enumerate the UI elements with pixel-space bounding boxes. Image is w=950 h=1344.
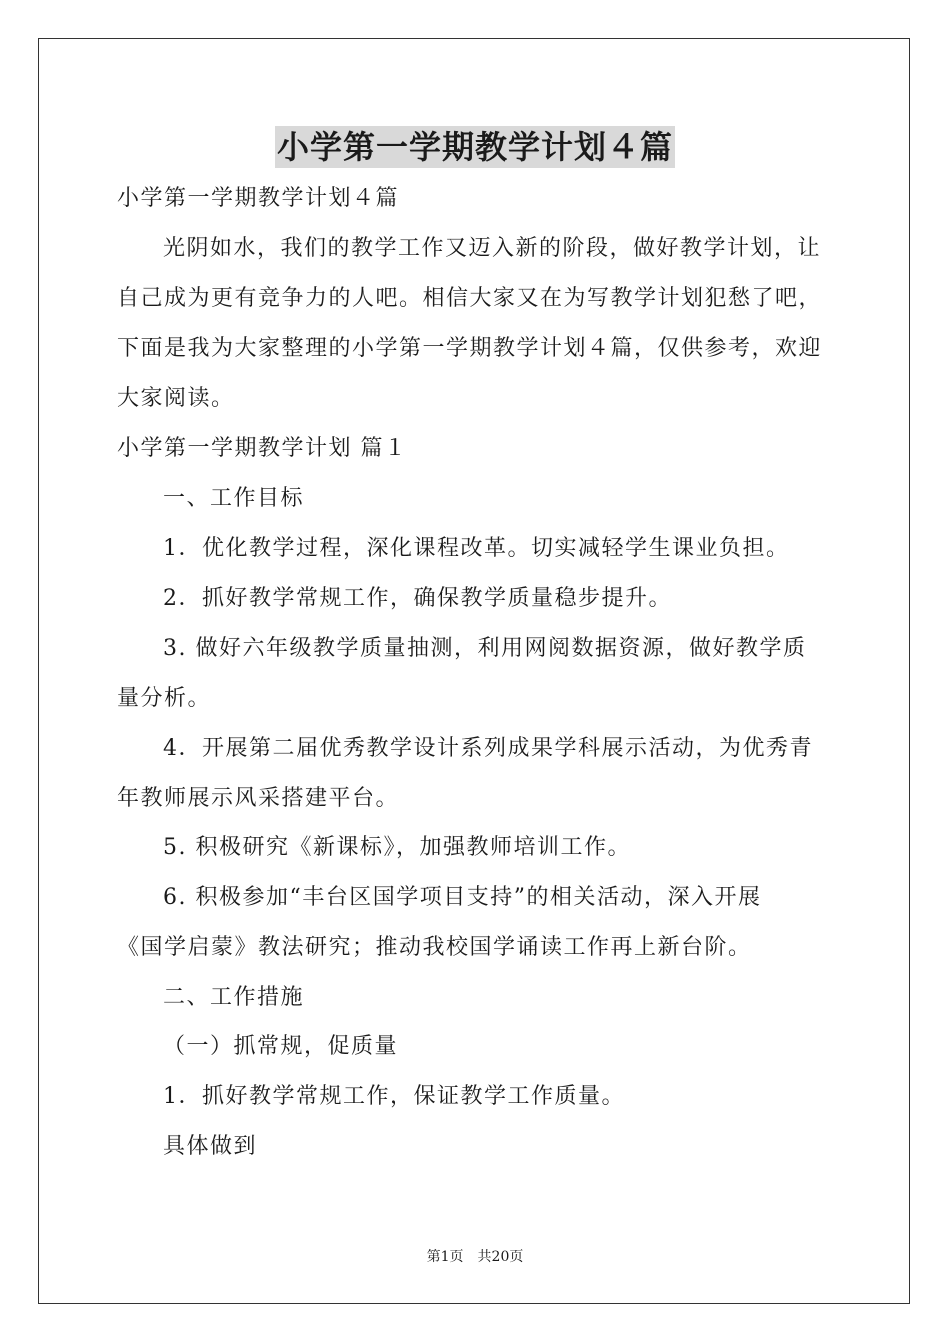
intro-line-3: 下面是我为大家整理的小学第一学期教学计划４篇，仅供参考，欢迎	[117, 336, 823, 361]
intro-line-2: 自己成为更有竞争力的人吧。相信大家又在为写教学计划犯愁了吧，	[117, 286, 823, 311]
intro-line-4: 大家阅读。	[117, 386, 235, 411]
goal-heading: 一、工作目标	[163, 486, 305, 511]
goal-item-2: 2．抓好教学常规工作，确保教学质量稳步提升。	[163, 586, 672, 611]
goal-item-4-line-2: 年教师展示风采搭建平台。	[117, 786, 400, 811]
goal-item-6-line-2: 《国学启蒙》教法研究；推动我校国学诵读工作再上新台阶。	[117, 935, 752, 960]
goal-item-6-line-1: 6. 积极参加“丰台区国学项目支持”的相关活动，深入开展	[163, 885, 762, 910]
section-heading: 小学第一学期教学计划 篇１	[117, 436, 408, 461]
goal-item-3-line-2: 量分析。	[117, 686, 212, 711]
measure-item-1: 1．抓好教学常规工作，保证教学工作质量。	[163, 1084, 625, 1109]
measure-detail: 具体做到	[163, 1134, 258, 1159]
goal-item-1: 1．优化教学过程，深化课程改革。切实减轻学生课业负担。	[163, 536, 790, 561]
measure-subheading-1: （一）抓常规，促质量	[163, 1034, 399, 1059]
title-container	[0, 126, 950, 168]
goal-item-4-line-1: 4．开展第二届优秀教学设计系列成果学科展示活动，为优秀青	[163, 736, 813, 761]
measures-heading: 二、工作措施	[163, 985, 305, 1010]
document-subtitle: 小学第一学期教学计划４篇	[117, 186, 400, 211]
goal-item-3-line-1: 3. 做好六年级教学质量抽测，利用网阅数据资源，做好教学质	[163, 636, 807, 661]
page-footer: 第1页 共20页	[426, 1249, 524, 1265]
goal-item-5: 5. 积极研究《新课标》，加强教师培训工作。	[163, 835, 631, 860]
intro-line-1: 光阴如水，我们的教学工作又迈入新的阶段，做好教学计划，让	[163, 236, 822, 261]
document-title: 小学第一学期教学计划４篇	[276, 128, 673, 166]
page-border	[38, 38, 910, 1304]
